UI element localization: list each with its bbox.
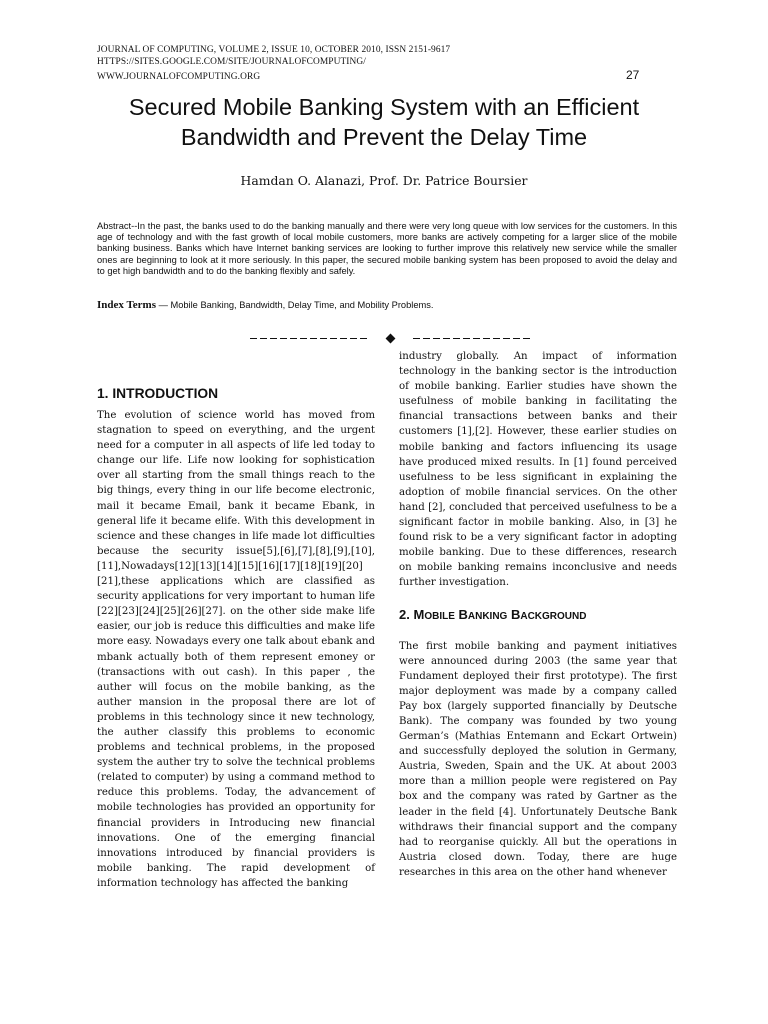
page-number: 27 [626, 68, 640, 82]
index-terms [97, 299, 677, 311]
introduction-text-continued: industry globally. An impact of information technology in the banking sector is the introduction of mobile banking. Earlier studies have shown the usefulness of mobile banking in facilitating the financial transactions between banks and their customers [1],[2]. However, these earlier studies on mobile banking and factors influencing its usage have produced mixed results. In [1] found perceived usefulness to be less significant in explaining the adoption of mobile financial services. On the other hand [2], concluded that perceived usefulness to be a significant factor in mobile banking. Also, in [3] he found risk to be a very significant factor in adopting mobile banking. Due to these differences, research on mobile banking remains inconclusive and needs further investigation. [399, 351, 677, 589]
abstract: Abstract--In the past, the banks used to do the banking manually and there were very long queue with low services for the customers. In this age of technology and with the fast growth of local mobile customers, more banks are actively competing for a larger slice of the mobile banking business. Banks which have Internet banking services are looking to further improve this relatively new service while the smaller ones are beginning to look at it more seriously. In this paper, the secured mobile banking system has been proposed to avoid the delay and to get high bandwidth and to do the banking flexibly and safely. [97, 221, 677, 276]
bg-heading-obile: OBILE [424, 610, 455, 622]
title-line-1: Secured Mobile Banking System with an Efficient [128, 94, 640, 120]
background-text: The first mobile banking and payment initiatives were announced during 2003 (the same year that Fundament deployed their first prototype). The first major deployment was made by a company called Pay box (largely supported financially by Deutsche Bank). The company was founded by two young German’s (Mathias Entemann and Eckart Ortwein) and successfully deployed the solution in Germany, Austria, Sweden, Spain and the UK. At about 2003 more than a million people were registered on Pay box and the company was rated by Gartner as the leader in the field [4]. Unfortunately Deutsche Bank withdraws their financial support and the company had to reorganise quickly. All but the operations in Austria closed down. Today, there are huge researches in this area on the other hand whenever [399, 640, 677, 878]
separator-dashes-right [413, 338, 530, 339]
index-terms-list: Mobile Banking, Bandwidth, Delay Time, and Mobility Problems. [170, 300, 434, 310]
bg-heading-anking: ANKING [467, 610, 508, 622]
separator-dashes-left [250, 338, 367, 339]
paper-authors: Hamdan O. Alanazi, Prof. Dr. Patrice Boursier [240, 173, 528, 188]
section-heading-background [399, 607, 677, 622]
left-column [97, 386, 375, 891]
introduction-text: The evolution of science world has moved from stagnation to speed on everything, and the urgent need for a computer in all aspects of life led today to change our life. Life now looking for sophistication over all starting from the small things reach to the big things, every thing in our life become electronic, mail it became Email, bank it became Ebank, in general life it became elife. With this development in science and these changes in life made lot difficulties because the security issue[5],[6],[7],[8],[9],[10],[11],Nowadays[12][13][14][15][16][17][18][19][20][21],these applications which are classified as security applications for very important to human life [22][23][24][25][26][27]. on the other side make life easier, our job is reduce this difficulties and make life more easy. Nowadays every one talk about ebank and mbank actually both of them represent emoney or (transactions with out cash). In this paper , the auther will focus on the mobile banking, as the auther mansion in the proposal there are lot of problems in this technology since it new technology, the auther classify this problems to economic problems and technical problems, in the proposed system the auther try to solve the technical problems (related to computer) by using a command method to reduce this problems. Today, the advancement of mobile technologies has provided an opportunity for financial providers in Introducing new financial innovations. One of the emerging financial innovations introduced by financial providers is mobile banking. The rapid development of information technology has affected the banking [97, 410, 375, 889]
bg-heading-num: 2. [399, 606, 410, 622]
bg-heading-b: B [458, 606, 468, 622]
journal-info: JOURNAL OF COMPUTING, VOLUME 2, ISSUE 10, OCTOBER 2010, ISSN 2151-9617 [97, 45, 451, 55]
bg-heading-ackground: ACKGROUND [520, 610, 587, 622]
right-column [399, 349, 677, 880]
journal-url[interactable]: HTTPS://SITES.GOOGLE.COM/SITE/JOURNALOFCOMPUTING/ [97, 57, 366, 67]
separator-diamond [385, 334, 395, 344]
index-terms-dash: — [156, 300, 171, 310]
title-line-2: Bandwidth and Prevent the Delay Time [180, 124, 588, 150]
index-terms-label: Index Terms [97, 299, 156, 311]
bg-heading-b2: B [510, 606, 521, 622]
section-separator [250, 335, 530, 342]
journal-website[interactable]: WWW.JOURNALOFCOMPUTING.ORG [97, 72, 261, 82]
bg-heading-m: M [413, 606, 425, 622]
paper-title [60, 92, 708, 152]
section-heading-introduction: 1. INTRODUCTION [97, 386, 219, 401]
